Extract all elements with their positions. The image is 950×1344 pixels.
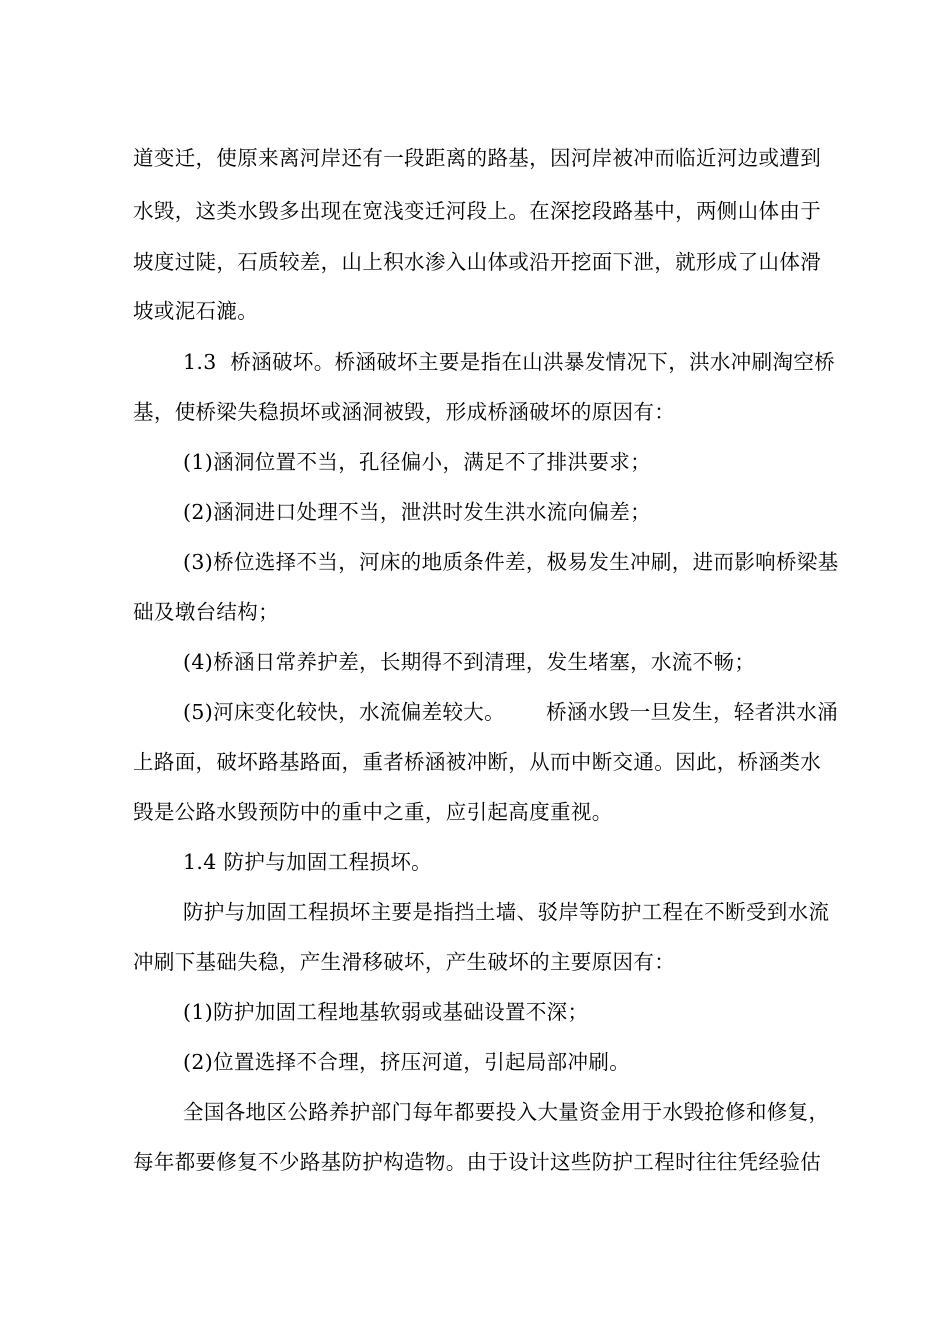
- text-line: (5)河床变化较快，水流偏差较大。 桥涵水毁一旦发生，轻者洪水涌: [183, 700, 839, 724]
- text-line: 水毁，这类水毁多出现在宽浅变迁河段上。在深挖段路基中，两侧山体由于: [133, 199, 822, 223]
- text-line: 毁是公路水毁预防中的重中之重，应引起高度重视。: [133, 800, 613, 824]
- text-line: 坡度过陡，石质较差，山上积水渗入山体或沿开挖面下泄，就形成了山体滑: [133, 250, 822, 274]
- text-line: 坡或泥石漉。: [133, 299, 259, 323]
- text-line: 基，使桥梁失稳损坏或涵洞被毁，形成桥涵破坏的原因有：: [133, 400, 676, 424]
- text-line: 1.4 防护与加固工程损坏。: [183, 850, 433, 874]
- text-line: (1)防护加固工程地基软弱或基础设置不深；: [183, 1000, 589, 1024]
- text-line: 防护与加固工程损坏主要是指挡土墙、驳岸等防护工程在不断受到水流: [183, 900, 830, 924]
- text-line: (3)桥位选择不当，河床的地质条件差，极易发生冲刷，进而影响桥梁基: [183, 550, 839, 574]
- text-line: (2)涵洞进口处理不当，泄洪时发生洪水流向偏差；: [183, 500, 651, 524]
- text-line: 全国各地区公路养护部门每年都要投入大量资金用于水毁抢修和修复，: [183, 1100, 830, 1124]
- text-line: 每年都要修复不少路基防护构造物。由于设计这些防护工程时往往凭经验估: [133, 1150, 822, 1174]
- text-line: (2)位置选择不合理，挤压河道，引起局部冲刷。: [183, 1050, 631, 1074]
- text-line: 础及墩台结构；: [133, 600, 279, 624]
- text-line: (4)桥涵日常养护差，长期得不到清理，发生堵塞，水流不畅；: [183, 650, 756, 674]
- text-line: 1.3 桥涵破坏。桥涵破坏主要是指在山洪暴发情况下，洪水冲刷淘空桥: [183, 350, 836, 374]
- text-line: 上路面，破坏路基路面，重者桥涵被冲断，从而中断交通。因此，桥涵类水: [133, 750, 822, 774]
- text-line: 道变迁，使原来离河岸还有一段距离的路基，因河岸被冲而临近河边或遭到: [133, 146, 822, 170]
- text-line: (1)涵洞位置不当，孔径偏小，满足不了排洪要求；: [183, 450, 651, 474]
- text-line: 冲刷下基础失稳，产生滑移破坏，产生破坏的主要原因有：: [133, 950, 676, 974]
